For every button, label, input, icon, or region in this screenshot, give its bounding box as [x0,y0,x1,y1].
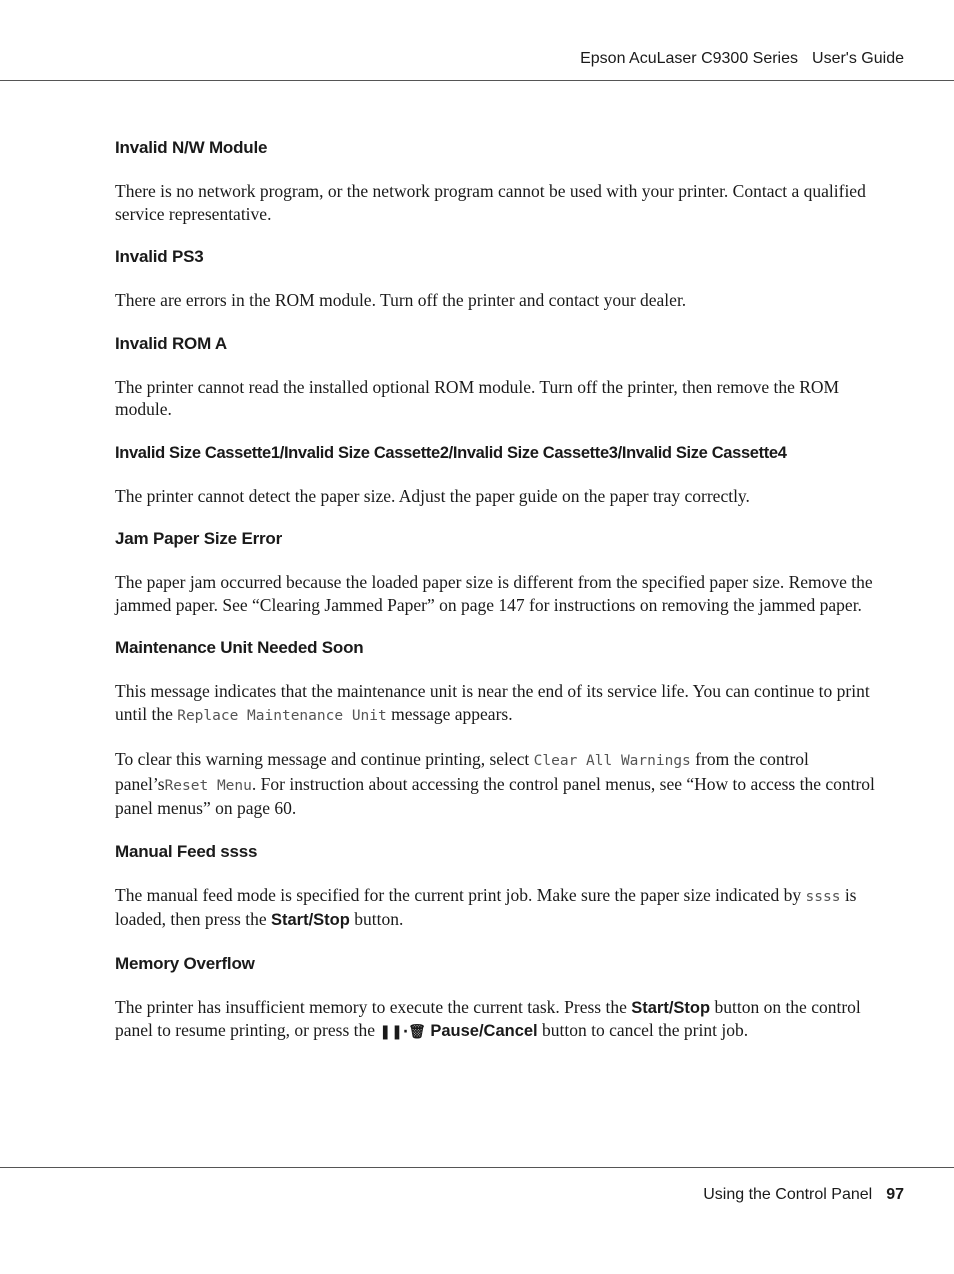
section-title: Invalid Size Cassette1/Invalid Size Cassette2/Invalid Size Cassette3/Invalid Size Cassette4 [115,443,787,462]
section-maintenance-unit [115,637,881,820]
section-jam-paper-size-error [115,528,881,616]
section-body [115,748,881,820]
start-stop-button-label: Start/Stop [271,911,350,929]
body-text: button to cancel the print job. [542,1020,749,1040]
paper-size-code: ssss [805,888,841,905]
footer-section: Using the Control Panel [703,1186,873,1203]
section-title: Jam Paper Size Error [115,529,283,548]
section-invalid-ps3 [115,246,881,312]
page-footer [703,1186,904,1204]
pause-cancel-button-label: Pause/Cancel [430,1022,538,1040]
section-title: Memory Overflow [115,953,255,973]
body-text: To clear this warning message and continue printing, select [115,749,530,769]
section-manual-feed [115,841,881,932]
section-title: Invalid N/W Module [115,138,268,157]
section-title: Invalid PS3 [115,247,204,266]
header-guide: User's Guide [812,50,904,67]
header-rule [0,80,954,81]
section-body [115,996,881,1044]
footer-rule [0,1167,954,1168]
section-title: Invalid ROM A [115,333,228,353]
page-number: 97 [886,1186,904,1203]
section-body [115,884,881,932]
panel-setting-code: Clear All Warnings [533,753,691,769]
section-body: The printer cannot read the installed optional ROM module. Turn off the printer, then remove the ROM module. [115,376,840,419]
body-text: The manual feed mode is specified for the current print job. Make sure the paper size indicated by [115,884,802,905]
header-product: Epson AcuLaser C9300 Series [580,50,799,67]
body-text: button. [354,909,404,929]
body-text: button on the control panel to resume printing, or press the [115,996,861,1040]
panel-message-code: Replace Maintenance Unit [177,707,387,724]
section-body: The paper jam occurred because the loaded paper size is different from the specified paper size. Remove the jammed paper. See “Clearing Jammed Paper” on page 147 for instructions on removing the jammed paper. [115,572,873,615]
section-body [115,680,881,727]
section-body: There is no network program, or the network program cannot be used with your printer. Contact a qualified service representative. [115,181,866,224]
section-title: Maintenance Unit Needed Soon [115,638,364,657]
section-invalid-size-cassette [115,442,881,508]
body-text: This message indicates that the maintenance unit is near the end of its service life. You can continue to print until the [115,681,870,724]
start-stop-button-label: Start/Stop [631,998,711,1017]
body-text: . For instruction about accessing the control panel menus, see “How to access the control panel menus” on page 60. [115,773,875,818]
panel-menu-code: Reset Menu [164,777,252,794]
section-title: Manual Feed ssss [115,841,258,861]
section-body: There are errors in the ROM module. Turn off the printer and contact your dealer. [115,290,687,310]
page-content [115,137,881,1065]
body-text: is loaded, then press the [115,884,857,929]
pause-cancel-icon: ❚❚·🗑 [379,1024,426,1040]
section-body: The printer cannot detect the paper size. Adjust the paper guide on the paper tray correctly. [115,485,750,506]
section-invalid-rom-a [115,333,881,421]
body-text: from the control panel’s [115,749,809,794]
page-header [580,50,904,68]
body-text: The printer has insufficient memory to execute the current task. Press the [115,996,627,1017]
section-invalid-nw-module [115,137,881,225]
body-text: message appears. [391,703,513,724]
section-memory-overflow [115,953,881,1044]
